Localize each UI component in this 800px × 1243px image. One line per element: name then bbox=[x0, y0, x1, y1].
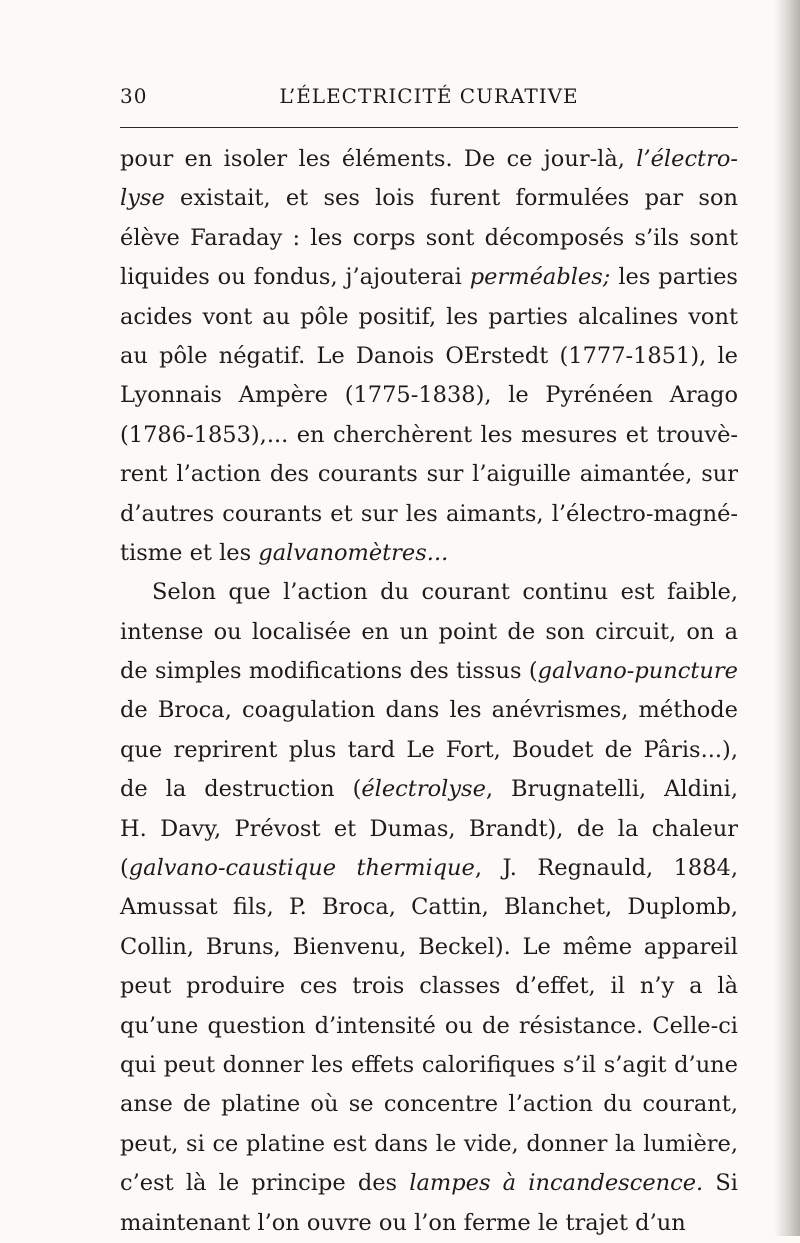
text-segment: tisme et les bbox=[120, 539, 259, 566]
text-segment: de la destruction ( bbox=[120, 776, 362, 803]
text-segment: ( bbox=[120, 855, 129, 882]
text-segment: (1786-1853),... en cherchèrent les mesures et trouvè- bbox=[120, 421, 738, 448]
text-line bbox=[120, 534, 738, 573]
text-segment: de Broca, coagulation dans les anévrismes, méthode bbox=[120, 697, 738, 724]
body-text bbox=[120, 140, 738, 1243]
page-header bbox=[120, 84, 738, 114]
text-segment: Collin, Bruns, Bienvenu, Beckel). Le même appareil bbox=[120, 933, 738, 960]
text-segment: Selon que l’action du courant continu est faible, bbox=[152, 579, 738, 606]
text-segment: au pôle négatif. Le Danois OErstedt (1777-1851), le bbox=[120, 342, 738, 369]
italic-text-segment: galvano-puncture bbox=[537, 658, 738, 685]
text-line bbox=[120, 967, 738, 1006]
text-line bbox=[120, 495, 738, 534]
text-line bbox=[120, 376, 738, 415]
text-segment: pour en isoler les éléments. De ce jour-là, bbox=[120, 146, 637, 172]
text-segment: , Brugnatelli, Aldini, bbox=[485, 776, 739, 803]
text-line bbox=[120, 1007, 738, 1046]
text-line bbox=[120, 1125, 738, 1164]
text-line bbox=[120, 416, 738, 455]
text-segment: anse de platine où se concentre l’action du courant, bbox=[120, 1091, 738, 1118]
text-segment: les parties bbox=[610, 264, 738, 291]
italic-text-segment: galvanomètres... bbox=[258, 539, 449, 566]
text-line bbox=[120, 258, 738, 297]
text-line bbox=[120, 1046, 738, 1085]
text-segment: que reprirent plus tard Le Fort, Boudet de Pâris...), bbox=[120, 736, 738, 763]
text-line bbox=[120, 337, 738, 376]
italic-text-segment: lyse bbox=[120, 185, 165, 212]
text-segment: existait, et ses lois furent formulées par son bbox=[164, 185, 738, 212]
text-segment: peut, si ce platine est dans le vide, donner la lumière, bbox=[120, 1130, 738, 1157]
text-segment: de simples modifications des tissus ( bbox=[120, 658, 538, 685]
text-line bbox=[120, 928, 738, 967]
text-segment: intense ou localisée en un point de son circuit, on a bbox=[120, 618, 738, 645]
text-line bbox=[120, 1085, 738, 1124]
text-line bbox=[120, 1204, 738, 1243]
page-edge-shadow bbox=[774, 0, 800, 1236]
text-line bbox=[120, 219, 738, 258]
text-segment: c’est là le principe des bbox=[120, 1170, 410, 1197]
text-segment: , J. Regnauld, 1884, bbox=[474, 855, 738, 882]
text-line bbox=[120, 573, 738, 612]
text-segment: qui peut donner les effets calorifiques s’il s’agit d’une bbox=[120, 1051, 738, 1078]
text-line bbox=[120, 731, 738, 770]
text-segment: H. Davy, Prévost et Dumas, Brandt), de la chaleur bbox=[120, 815, 738, 842]
italic-text-segment: galvano-caustique thermique bbox=[128, 855, 475, 882]
text-line bbox=[120, 770, 738, 809]
text-line bbox=[120, 613, 738, 652]
italic-text-segment: perméables; bbox=[469, 264, 611, 291]
text-segment: Amussat fils, P. Broca, Cattin, Blanchet, Duplomb, bbox=[120, 894, 738, 921]
text-line bbox=[120, 455, 738, 494]
italic-text-segment: électrolyse bbox=[361, 776, 486, 803]
text-segment: rent l’action des courants sur l’aiguille aimantée, sur bbox=[120, 461, 738, 488]
text-line bbox=[120, 1164, 738, 1203]
text-line bbox=[120, 849, 738, 888]
paragraph-1 bbox=[120, 140, 738, 573]
text-segment: élève Faraday : les corps sont décomposés s’ils sont bbox=[120, 224, 738, 251]
text-segment: Lyonnais Ampère (1775-1838), le Pyrénéen Arago bbox=[120, 382, 738, 409]
text-segment: peut produire ces trois classes d’effet, il n’y a là bbox=[120, 973, 738, 1000]
text-segment: liquides ou fondus, j’ajouterai bbox=[120, 264, 470, 291]
text-segment: Si bbox=[703, 1170, 739, 1197]
text-line bbox=[120, 888, 738, 927]
paragraph-2 bbox=[120, 573, 738, 1243]
text-line bbox=[120, 652, 738, 691]
text-segment: maintenant l’on ouvre ou l’on ferme le trajet d’un bbox=[120, 1209, 686, 1236]
text-segment: qu’une question d’intensité ou de résistance. Celle-ci bbox=[120, 1012, 738, 1039]
text-line bbox=[120, 691, 738, 730]
running-title: L’ÉLECTRICITÉ CURATIVE bbox=[279, 84, 579, 108]
header-rule bbox=[120, 127, 738, 128]
text-segment: d’autres courants et sur les aimants, l’électro-magné- bbox=[120, 500, 738, 527]
text-line bbox=[120, 179, 738, 218]
text-line bbox=[120, 298, 738, 337]
page-number: 30 bbox=[120, 84, 148, 108]
text-segment: acides vont au pôle positif, les parties alcalines vont bbox=[120, 303, 738, 330]
italic-text-segment: lampes à incandescence. bbox=[409, 1170, 704, 1197]
italic-text-segment: l’électro- bbox=[636, 146, 738, 172]
text-line bbox=[120, 810, 738, 849]
text-line bbox=[120, 140, 738, 179]
